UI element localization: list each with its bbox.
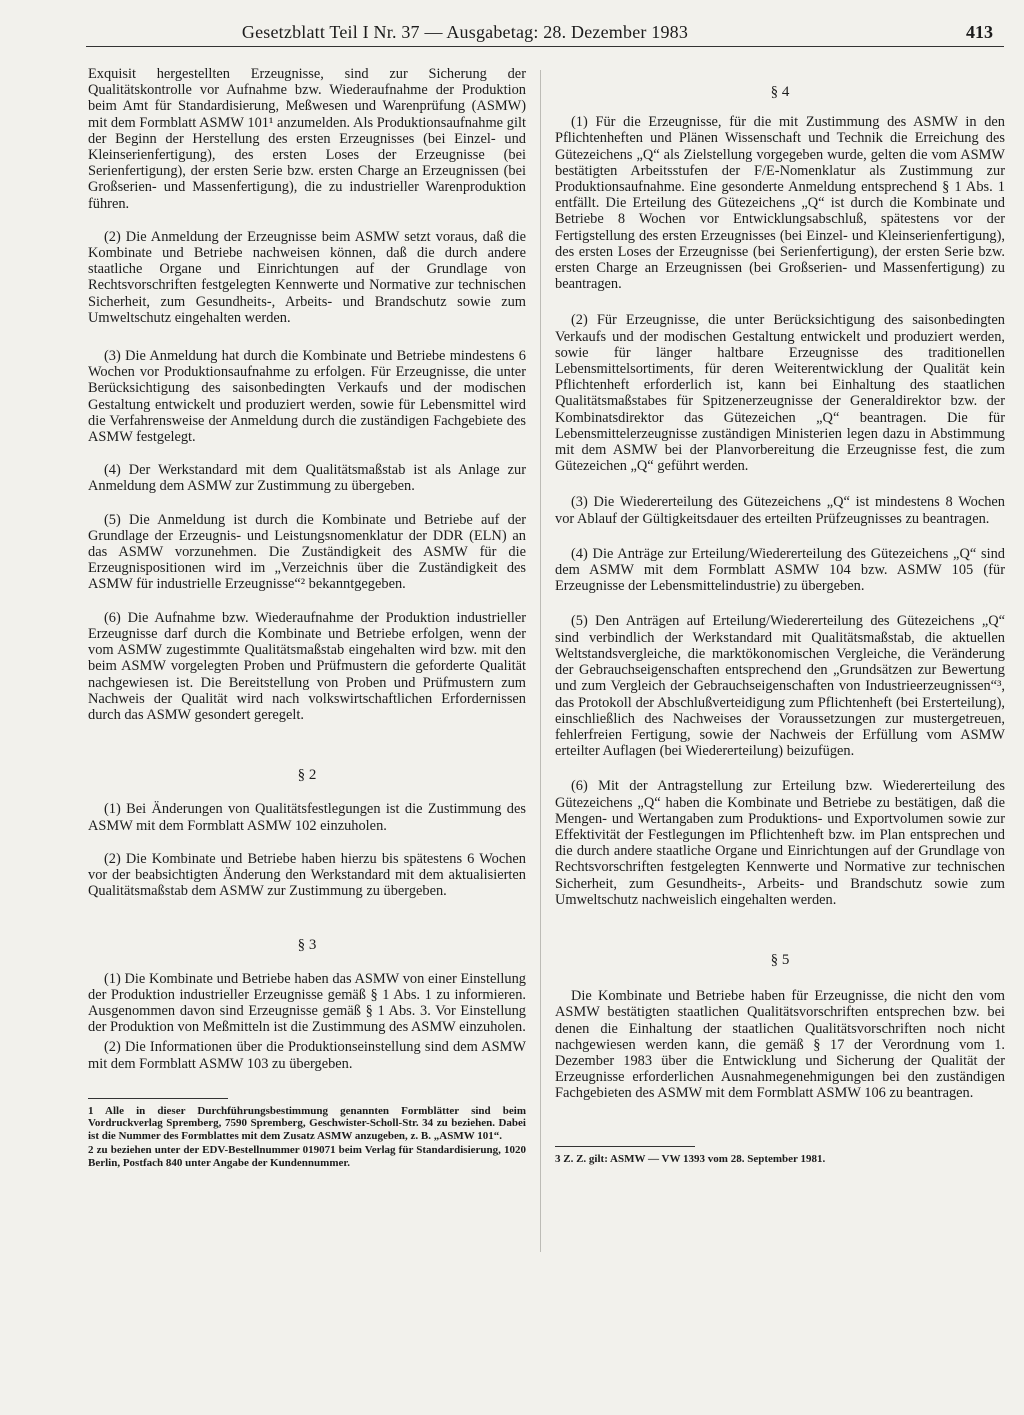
paragraph-4-3: (3) Die Wiedererteilung des Gütezeichens „Q“ ist mindestens 8 Wochen vor Ablauf der Gültigkeitsdauer des erteilten Prüfzeugnisses zu beantragen. — [555, 494, 1005, 527]
section-heading-3: § 3 — [297, 937, 317, 954]
right-column — [555, 66, 1005, 1165]
footnote-rule — [555, 1146, 695, 1147]
footnote-2: 2 zu beziehen unter der EDV-Bestellnummer 019071 beim Verlag für Standardisierung, 1020 Berlin, Postfach 840 unter Angabe der Kundennummer. — [88, 1144, 526, 1169]
paragraph-4-4: (4) Die Anträge zur Erteilung/Wiedererteilung des Gütezeichens „Q“ sind dem ASMW mit dem Formblatt ASMW 104 bzw. ASMW 105 (für Erzeugnisse der Lebensmittelindustrie) zu übergeben. — [555, 545, 1005, 595]
paragraph-2-2: (2) Die Kombinate und Betriebe haben hierzu bis spätestens 6 Wochen vor der beabsichtigten Änderung den Werkstandard mit dem aktualisierten Qualitätsmaßstab dem ASMW zur Zustimmung zu übergeben. — [88, 850, 526, 900]
paragraph-1-2: (2) Die Anmeldung der Erzeugnisse beim ASMW setzt voraus, daß die Kombinate und Betriebe nachweisen können, daß die durch andere staatliche Organe und Einrichtungen auf der Grundlage von Rechtsvorschriften festgelegten Kennwerte und Normative zur technischen Sicherheit, zum Gesundheits-, Arbeits- und Brandschutz sowie zum Umweltschutz eingehalten werden. — [88, 228, 526, 326]
paragraph-4-2: (2) Für Erzeugnisse, die unter Berücksichtigung des saisonbedingten Verkaufs und der modischen Gestaltung entwickelt und produziert werden, sowie für länger haltbare Erzeugnisse des traditionellen Lebensmittelsortiments, für deren Weiterentwicklung der Qualität kein Pflichtenheft erforderlich ist, kann bei Einhaltung des staatlichen Qualitätsmaßstabes für Spitzenerzeugnisse der Generaldirektor bzw. der Kombinatsdirektor das Gütezeichen „Q“ beantragen. Die für Lebensmittelerzeugnisse zuständigen Ministerien legen dazu in Abstimmung mit dem ASMW bei der Planvorbereitung die Erzeugnisse fest, die zum Gütezeichen „Q“ geführt werden. — [555, 312, 1005, 475]
footnote-1: 1 Alle in dieser Durchführungsbestimmung genannten Formblätter sind beim Vordruckverlag Spremberg, 7590 Spremberg, Geschwister-Scholl-Str. 34 zu beziehen. Dabei ist die Nummer des Formblattes mit dem Zusatz ASMW anzugeben, z. B. „ASMW 101“. — [88, 1104, 526, 1142]
section-heading-5: § 5 — [770, 951, 790, 968]
paragraph-4-5: (5) Den Anträgen auf Erteilung/Wiedererteilung des Gütezeichens „Q“ sind verbindlich der Werkstandard mit Qualitätsmaßstab, die aktuellen Weltstandsvergleiche, die marktökonomischen Vergleiche, die Veränderung der Gebrauchseigenschaften entsprechend den „Grundsätzen zur Bewertung und zum Vergleich der Gebrauchseigenschaften von Industrieerzeugnissen“³, das Protokoll der Abschlußverteidigung zum Pflichtenheft (bei Ersterteilung), einschließlich des Nachweises der Voraussetzungen zur mustergetreuen, fehlerfreien Fertigung, sowie der Nachweis der Erfüllung vom ASMW erteilter Auflagen (bei Wiedererteilung) beizufügen. — [555, 613, 1005, 760]
paragraph-1-5: (5) Die Anmeldung ist durch die Kombinate und Betriebe auf der Grundlage der Erzeugnis- und Leistungsnomenklatur der DDR (ELN) an das ASMW vorzunehmen. Die Zuständigkeit des ASMW für die Erzeugnispositionen wird im „Verzeichnis über die Zuständigkeit des ASMW für industrielle Erzeugnisse“² bekanntgegeben. — [88, 511, 526, 593]
paragraph-3-1: (1) Die Kombinate und Betriebe haben das ASMW von einer Einstellung der Produktion industrieller Erzeugnisse gemäß § 1 Abs. 1 zu informieren. Ausgenommen davon sind Erzeugnisse gemäß § 1 Abs. 3. Vor Einstellung der Produktion von Meßmitteln ist die Zustimmung des ASMW einzuholen. — [88, 970, 526, 1036]
paragraph-4-6: (6) Mit der Antragstellung zur Erteilung bzw. Wiedererteilung des Gütezeichens „Q“ haben die Kombinate und Betriebe zu bestätigen, daß die Mengen- und Wertangaben zum Produktions- und Exportvolumen sowie zur Effektivität der Festlegungen im Pflichtenheft bzw. im Plan entsprechen und die durch andere staatliche Organe und Einrichtungen auf der Grundlage von Rechtsvorschriften festgelegten Kennwerte und Normative zur technischen Sicherheit, zum Gesundheits-, Arbeits- und Brandschutz sowie zum Umweltschutz nachweislich eingehalten werden. — [555, 778, 1005, 908]
gazette-title: Gesetzblatt Teil I Nr. 37 — Ausgabetag: 28. Dezember 1983 — [241, 22, 689, 42]
left-column — [88, 66, 526, 1169]
paragraph-1-4: (4) Der Werkstandard mit dem Qualitätsmaßstab ist als Anlage zur Anmeldung dem ASMW zur Zustimmung zu übergeben. — [88, 462, 526, 495]
footnote-3: 3 Z. Z. gilt: ASMW — VW 1393 vom 28. September 1981. — [555, 1152, 826, 1165]
footnote-rule — [88, 1098, 228, 1099]
section-heading-2: § 2 — [297, 767, 317, 784]
paragraph-4-1: (1) Für die Erzeugnisse, für die mit Zustimmung des ASMW in den Pflichtenheften und Plänen Wissenschaft und Technik die Erreichung des Gütezeichens „Q“ als Zielstellung vorgegeben wurde, gelten die vom ASMW bestätigten Arbeitsstufen der F/E-Nomenklatur als Zustimmung zur Produktionsaufnahme. Eine gesonderte Anmeldung entsprechend § 1 Abs. 1 entfällt. Die Erteilung des Gütezeichens „Q“ ist durch die Kombinate und Betriebe 8 Wochen vor Entwicklungsabschluß, spätestens vor der Fertigstellung des ersten Erzeugnisses (bei Einzel- und Kleinserienfertigung), des ersten Loses der Erzeugnisse (bei Serienfertigung), der ersten Serie bzw. ersten Charge an Erzeugnissen (bei Großserien- und Massenfertigung) zu beantragen. — [555, 114, 1005, 293]
paragraph-3-2: (2) Die Informationen über die Produktionseinstellung sind dem ASMW mit dem Formblatt ASMW 103 zu übergeben. — [88, 1039, 526, 1072]
paragraph-continuation: Exquisit hergestellten Erzeugnisse, sind zur Sicherung der Qualitätskontrolle vor Aufnahme bzw. Wiederaufnahme der Produktion beim Amt für Standardisierung, Meßwesen und Warenprüfung (ASMW) mit dem Formblatt ASMW 101¹ anzumelden. Als Produktionsaufnahme gilt der Beginn der Herstellung des ersten Erzeugnisses (bei Einzel- und Kleinserienfertigung), des ersten Loses der Erzeugnisse (bei Serienfertigung), der ersten Serie bzw. ersten Charge an Erzeugnissen (bei Großserien- und Massenfertigung), die zu industrieller Warenproduktion führen. — [88, 66, 526, 212]
header-rule — [86, 46, 1004, 47]
paragraph-2-1: (1) Bei Änderungen von Qualitätsfestlegungen ist die Zustimmung des ASMW mit dem Formblatt ASMW 102 einzuholen. — [88, 801, 526, 834]
page-header — [0, 8, 1024, 46]
section-heading-4: § 4 — [770, 84, 790, 100]
paragraph-5: Die Kombinate und Betriebe haben für Erzeugnisse, die nicht den vom ASMW bestätigten staatlichen Qualitätsvorschriften entsprechen bzw. bei denen die Einhaltung der staatlichen Qualitätsvorschriften noch nicht nachgewiesen werden kann, die gemäß § 17 der Verordnung vom 1. Dezember 1983 über die Entwicklung und Sicherung der Qualität der Erzeugnisse erforderlichen Ausnahmegenehmigungen bei den zuständigen Fachgebieten des ASMW mit dem Formblatt ASMW 106 zu beantragen. — [555, 988, 1005, 1102]
column-divider — [540, 70, 541, 1252]
paragraph-1-6: (6) Die Aufnahme bzw. Wiederaufnahme der Produktion industrieller Erzeugnisse darf durch die Kombinate und Betriebe erfolgen, wenn der vom ASMW zugestimmte Qualitätsmaßstab eingehalten wird bzw. mit den beim ASMW vorgelegten Proben und Prüfmustern die geforderte Qualität nachgewiesen ist. Die Bereitstellung von Proben und Prüfmustern zum Nachweis der Qualität wird nach volkswirtschaftlichen Erfordernissen durch das ASMW gesondert geregelt. — [88, 609, 526, 723]
page-number: 413 — [966, 22, 993, 42]
paragraph-1-3: (3) Die Anmeldung hat durch die Kombinate und Betriebe mindestens 6 Wochen vor Produktionsaufnahme zu erfolgen. Für Erzeugnisse, die unter Berücksichtigung des saisonbedingten Verkaufs und der modischen Gestaltung entwickelt und produziert werden, sowie für Lebensmittel wird die Verfahrensweise der Anmeldung durch die zuständigen Fachgebiete des ASMW festgelegt. — [88, 348, 526, 446]
